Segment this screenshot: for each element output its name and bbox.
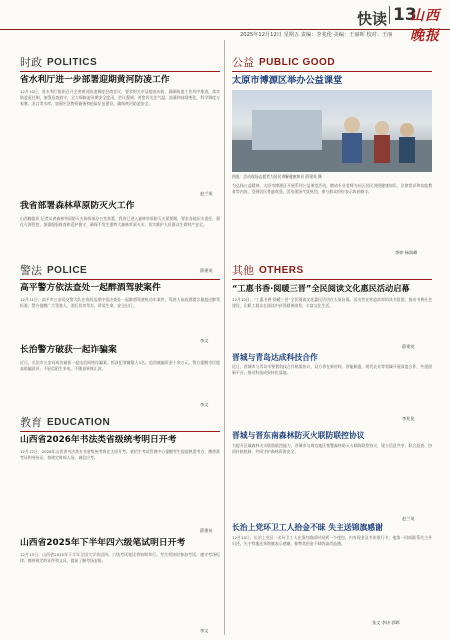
section-name: 快读 (357, 10, 388, 28)
section-header-education (20, 414, 110, 430)
article-body: 山西晚报讯 记者从省森林草原防灭火指挥部办公室获悉，我省已进入森林草原防灭火紧要期，要求各地压实责任，强化火源管控，加强隐患排查和巡护值守，确保不发生重特大森林草原火灾，切实维护人民群众生命财产安全。 (20, 216, 220, 227)
article-headline: 高平警方依法查处一起醉酒驾驶案件 (20, 283, 161, 293)
article-headline: 晋城与青岛达成科技合作 (232, 353, 318, 362)
article-body: 12月11日，高平市公安局交警大队在夜间巡逻中依法查处一起醉酒驾驶机动车案件，驾驶人血液酒精含量超过醉驾标准。警方提醒广大驾驶人，酒后切勿驾车，珍爱生命，安全出行。 (20, 297, 220, 308)
photo-illustration (232, 90, 432, 172)
article-byline: 李文 (200, 338, 209, 343)
column-divider (224, 40, 225, 635)
newspaper-logo: 山西晚报 (410, 8, 440, 44)
section-rule (232, 71, 432, 72)
article-byline: 薛建英 (200, 268, 213, 273)
article-body: 12月10日，“工惠书香·阅暖三晋”全民阅读文化惠民活动在太原启幕。活动旨在营造浓厚的读书氛围，推动书香社会建设，让职工群众在阅读中获得精神滋养，丰富文化生活。 (232, 297, 432, 308)
section-en: PUBLIC GOOD (259, 56, 336, 68)
article-body: 近日，长治市公安局成功破获一起电信网络诈骗案，抓获犯罪嫌疑人3名，追回被骗资金十余万元。警方提醒市民提高防骗意识，不轻信陌生来电，不随意转账汇款。 (20, 360, 220, 371)
section-rule (232, 279, 432, 280)
article-body: 为弘扬公益精神，太原市博源区开展系列公益课堂活动，邀请专业老师为社区居民讲授健康知识、法律常识和家庭教育等内容，受到居民普遍欢迎。活动现场气氛热烈，参与群众纷纷表示收获颇丰。 (232, 183, 432, 194)
article-byline: 李文 (200, 402, 209, 407)
section-cn: 公益 (232, 56, 254, 69)
section-cn: 时政 (20, 56, 42, 69)
section-cn: 教育 (20, 416, 42, 429)
section-en: POLITICS (47, 56, 98, 68)
photo-caption: 图说：活动现场志愿者为居民讲解健康知识 薛建英 摄 (232, 174, 322, 179)
dateline: 2025年12月12日 星期五 责编：李兆伦 美编：王丽晖 校对：王丽 (240, 32, 393, 38)
section-cn: 其他 (232, 264, 254, 277)
article-body: 12月10日，省水利厅组织召开全省黄河防凌调度会商会议，要求相关市县提前布防，确保防凌工作有序推进，落实防凌责任制，加强巡查值守，全力保障凌汛期安全度汛。会议强调，要密切关注气温、流量和冰情变化，科学调度万家寨、龙口等水库，加强应急物资储备和抢险队伍建设，确保黄河防凌安全。 (20, 89, 220, 106)
article-headline: 山西省2025年下半年四六级笔试明日开考 (20, 538, 186, 548)
article-headline: 长治警方破获一起诈骗案 (20, 345, 117, 355)
article-byline: 张文 李诗 郭晖 (372, 620, 400, 625)
article-headline: 我省部署森林草原防灭火工作 (20, 201, 135, 211)
article-byline: 赵兰英 (200, 191, 213, 196)
section-header-police (20, 262, 87, 278)
article-body: 12月13日，山西省2025年下半年全国大学英语四、六级考试笔试将如期举行。考生须按时参加考试，遵守考场纪律，携带规定的证件和文具，提前了解考场安排。 (20, 552, 220, 563)
article-body: 12月12日，2026年山西省书法类专业省级统考将在太原开考。省招生考试管理中心提醒考生提前熟悉考点，携带准考证和身份证，按规定时间入场，诚信应考。 (20, 449, 220, 460)
article-headline: 长治上党环卫工人拾金不昧 失主送锦旗感谢 (232, 523, 383, 532)
article-headline: 省水利厅进一步部署迎期黄河防凌工作 (20, 75, 170, 85)
article-headline: 山西省2026年书法类省级统考明日开考 (20, 435, 177, 445)
article-headline: “工惠书香·阅暖三晋”全民阅读文化惠民活动启幕 (232, 283, 410, 293)
section-en: EDUCATION (47, 416, 111, 428)
article-byline: 李文 (200, 628, 209, 633)
section-rule (20, 279, 220, 280)
article-body: 12月10日，长治上党区一名环卫工人在清扫路面时捡到一个钱包，内有现金及多张银行卡。他第一时间联系失主并归还。失主特地送来锦旗表示感谢，称赞其拾金不昧的高尚品德。 (232, 535, 432, 546)
section-en: OTHERS (259, 264, 304, 276)
section-header-politics (20, 54, 97, 70)
article-byline: 赵兰英 (402, 516, 415, 521)
page-number: 13 (389, 6, 417, 24)
article-byline: 李兆伦 (402, 416, 415, 421)
section-cn: 警法 (20, 264, 42, 277)
section-header-public-good (232, 54, 335, 70)
article-headline: 太原市博源区举办公益课堂 (232, 75, 343, 86)
section-en: POLICE (47, 264, 88, 276)
section-rule (20, 71, 220, 72)
article-byline: 薛建英 (200, 528, 213, 533)
article-body: 为提升区域森林火灾联防联控能力，晋城市与周边地区签署森林防灭火联防联控协议，建立信息共享、联合巡查、协同扑救机制，共同守护森林资源安全。 (232, 443, 432, 454)
article-headline: 晋城与晋东南森林防灭火联防联控协议 (232, 431, 365, 440)
section-header-others (232, 262, 304, 278)
section-rule (20, 431, 220, 432)
masthead-rule (0, 29, 450, 30)
article-body: 近日，晋城市与青岛市签署科技合作框架协议，双方将在新材料、智能制造、现代农业等领域开展深度合作，共建创新平台，推动科技成果转化落地。 (232, 364, 432, 375)
article-byline: 李婷 杨润峰 (395, 250, 418, 255)
news-photo (232, 90, 432, 172)
article-byline: 薛建英 (402, 344, 415, 349)
